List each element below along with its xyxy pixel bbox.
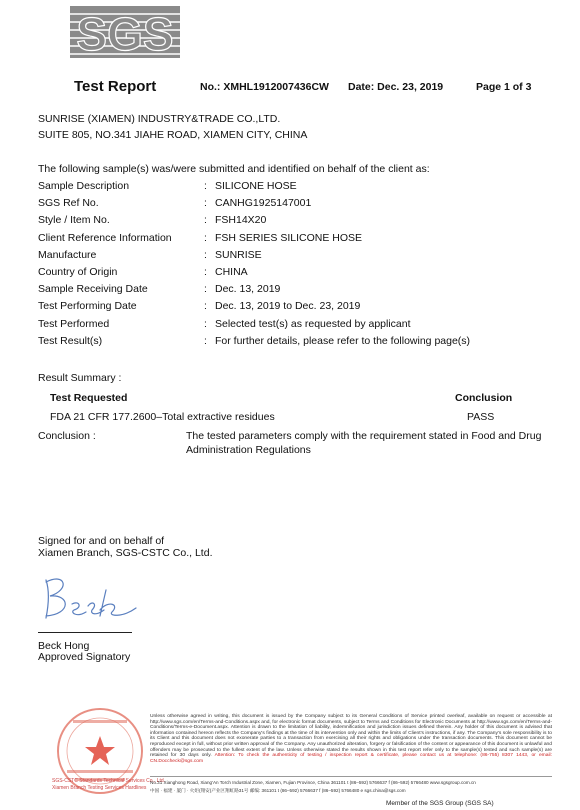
- svg-text:SGS: SGS: [76, 8, 174, 58]
- row-value: For further details, please refer to the following page(s): [215, 335, 471, 347]
- test-result: PASS: [467, 411, 495, 423]
- stamp-caption-line1: SGS-CSTC Standards Technical Services Co., Ltd.: [52, 778, 166, 784]
- row-colon: :: [204, 197, 207, 209]
- address-english: No.31 Xianghong Road, Xiang'An Torch Industrial Zone, Xiamen, Fujian Province, China 361101 t (86–592) 5766637 f (86–592) 5766480 www.sgsgroup.com.cn: [150, 780, 476, 785]
- row-label: Sample Receiving Date: [38, 283, 148, 295]
- report-date: Date: Dec. 23, 2019: [348, 81, 444, 93]
- conclusion-text-line1: The tested parameters comply with the requirement stated in Food and Drug: [186, 430, 542, 442]
- client-name: SUNRISE (XIAMEN) INDUSTRY&TRADE CO.,LTD.: [38, 113, 281, 125]
- legal-disclaimer: [150, 714, 552, 764]
- signing-entity: Xiamen Branch, SGS-CSTC Co., Ltd.: [38, 547, 213, 559]
- row-colon: :: [204, 283, 207, 295]
- row-value: FSH14X20: [215, 214, 267, 226]
- row-value: SILICONE HOSE: [215, 180, 297, 192]
- conclusion-label: Conclusion :: [38, 430, 96, 442]
- row-label: SGS Ref No.: [38, 197, 99, 209]
- handwritten-signature: [36, 570, 146, 625]
- row-label: Country of Origin: [38, 266, 118, 278]
- row-value: CHINA: [215, 266, 248, 278]
- row-colon: :: [204, 335, 207, 347]
- test-name: FDA 21 CFR 177.2600–Total extractive residues: [50, 411, 275, 423]
- row-value: Selected test(s) as requested by applicant: [215, 318, 411, 330]
- summary-heading: Result Summary :: [38, 372, 122, 384]
- row-label: Style / Item No.: [38, 214, 110, 226]
- row-colon: :: [204, 318, 207, 330]
- signatory-name: Beck Hong: [38, 640, 90, 652]
- row-value: SUNRISE: [215, 249, 262, 261]
- row-label: Manufacture: [38, 249, 97, 261]
- footer-divider: [150, 776, 552, 777]
- row-colon: :: [204, 180, 207, 192]
- authenticity-note: Attention: To check the authenticity of testing / inspection report & certificate, please contact us at telephone: (86-755) 8307 1443, or email: CN.Doccheck@sgs.com: [150, 753, 552, 764]
- signed-on-behalf: Signed for and on behalf of: [38, 535, 165, 547]
- report-title: Test Report: [74, 78, 157, 95]
- address-chinese: 中国 · 福建 · 厦门 · 火炬(翔安)产业区翔虹路31号 邮编: 361101 t (86–592) 5766637 f (86–592) 5766480 e sgs.china@sgs.com: [150, 788, 406, 793]
- row-colon: :: [204, 232, 207, 244]
- stamp-caption-line2: Xiamen Branch Testing Services Hardlines: [52, 785, 147, 791]
- row-value: Dec. 13, 2019: [215, 283, 281, 295]
- client-address: SUITE 805, NO.341 JIAHE ROAD, XIAMEN CITY, CHINA: [38, 129, 308, 141]
- row-value: Dec. 13, 2019 to Dec. 23, 2019: [215, 300, 361, 312]
- row-colon: :: [204, 249, 207, 261]
- report-number: No.: XMHL1912007436CW: [200, 81, 329, 93]
- sgs-logo: [70, 6, 180, 58]
- row-colon: :: [204, 300, 207, 312]
- sgs-group-membership: Member of the SGS Group (SGS SA): [386, 800, 494, 807]
- page-indicator: Page 1 of 3: [476, 81, 532, 93]
- row-label: Test Result(s): [38, 335, 103, 347]
- row-value: FSH SERIES SILICONE HOSE: [215, 232, 363, 244]
- row-label: Sample Description: [38, 180, 130, 192]
- signature-line: [38, 632, 132, 633]
- row-value: CANHG1925147001: [215, 197, 312, 209]
- disclaimer-text: Unless otherwise agreed in writing, this document is issued by the Company subject to its General Conditions of Service printed overleaf, available on request or accessible at http://www.sgs.com/en/Terms-and-Conditions.aspx and, for electronic format documents, subject to Terms and Conditions for Electronic Documents at http://www.sgs.com/en/Terms-and-Conditions/Terms-e-Document.aspx. Attention is drawn to the limitation of liability, indemnification and jurisdiction issues defined therein. Any holder of this document is advised that information contained hereon reflects the Company's findings at the time of its intervention only and within the limits of Client's instructions, if any. The Company's sole responsibility is to its Client and this document does not exonerate parties to a transaction from exercising all their rights and obligations under the transaction documents. This document cannot be reproduced except in full, without prior written approval of the Company. Any unauthorized alteration, forgery or falsification of the content or appearance of this document is unlawful and offenders may be prosecuted to the fullest extent of the law. Unless otherwise stated the results shown in this test report refer only to the sample(s) tested and such sample(s) are retained for 30 days only.: [150, 714, 552, 759]
- row-colon: :: [204, 214, 207, 226]
- row-label: Test Performing Date: [38, 300, 137, 312]
- conclusion-text-line2: Administration Regulations: [186, 444, 311, 456]
- row-label: Client Reference Information: [38, 232, 172, 244]
- signatory-role: Approved Signatory: [38, 651, 131, 663]
- intro-text: The following sample(s) was/were submitted and identified on behalf of the client as:: [38, 163, 430, 175]
- col-conclusion: Conclusion: [455, 392, 513, 404]
- col-test-requested: Test Requested: [50, 392, 128, 404]
- row-colon: :: [204, 266, 207, 278]
- row-label: Test Performed: [38, 318, 110, 330]
